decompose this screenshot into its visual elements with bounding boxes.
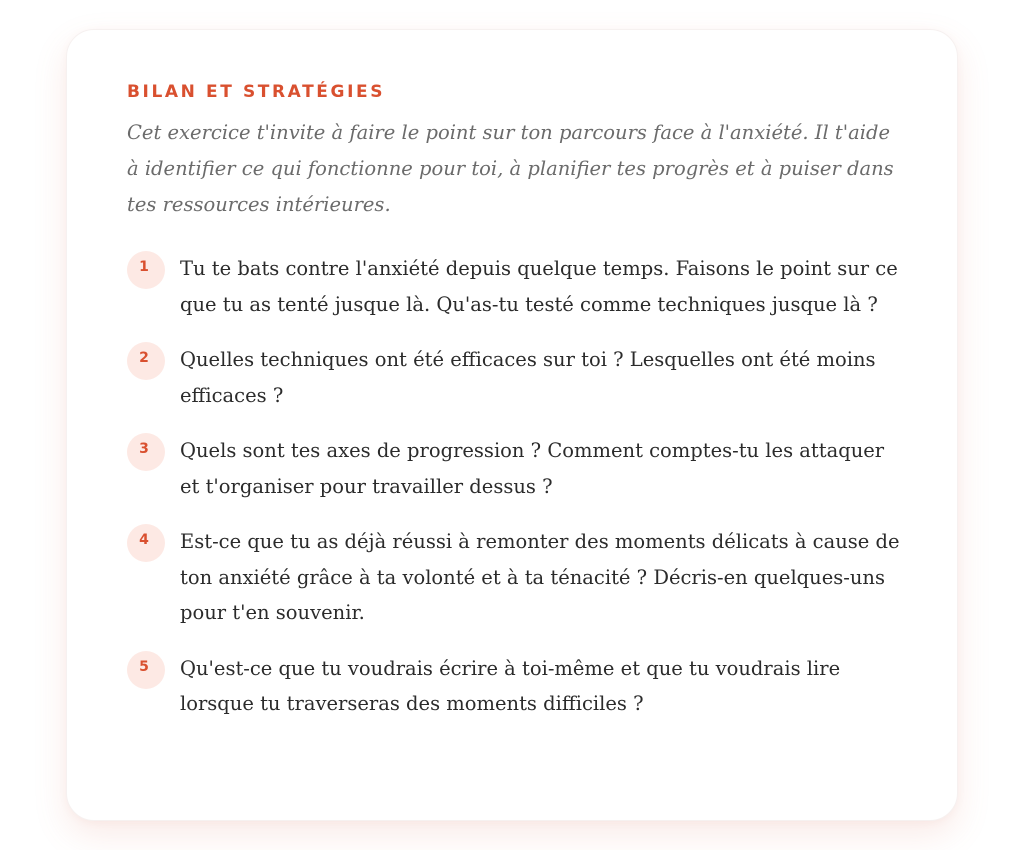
question-text: Tu te bats contre l'anxiété depuis quelque temps. Faisons le point sur ce que tu as tenté jusque là. Qu'as-tu testé comme techniques jusque là ? [180,257,898,316]
section-title: BILAN ET STRATÉGIES [127,82,386,102]
question-number-badge: 4 [127,524,165,562]
question-number-badge: 1 [127,251,165,289]
question-item-3 [127,433,897,504]
question-item-5 [127,651,897,722]
section-intro: Cet exercice t'invite à faire le point sur ton parcours face à l'anxiété. Il t'aide à identifier ce qui fonctionne pour toi, à planifier tes progrès et à puiser dans tes ressources intérieures. [127,121,894,216]
question-item-1 [127,251,897,322]
question-text: Qu'est-ce que tu voudrais écrire à toi-même et que tu voudrais lire lorsque tu traverseras des moments difficiles ? [180,656,841,715]
question-text: Est-ce que tu as déjà réussi à remonter des moments délicats à cause de ton anxiété grâce à ta volonté et à ta ténacité ? Décris-en quelques-uns pour t'en souvenir. [180,530,900,624]
question-item-4 [127,524,900,631]
question-list [127,251,900,722]
question-text: Quels sont tes axes de progression ? Comment comptes-tu les attaquer et t'organiser pour travailler dessus ? [180,439,885,498]
question-number-badge: 3 [127,433,165,471]
question-number-badge: 5 [127,651,165,689]
exercise-card [66,29,958,821]
question-item-2 [127,342,897,413]
question-number-badge: 2 [127,342,165,380]
question-text: Quelles techniques ont été efficaces sur toi ? Lesquelles ont été moins efficaces ? [180,348,876,407]
